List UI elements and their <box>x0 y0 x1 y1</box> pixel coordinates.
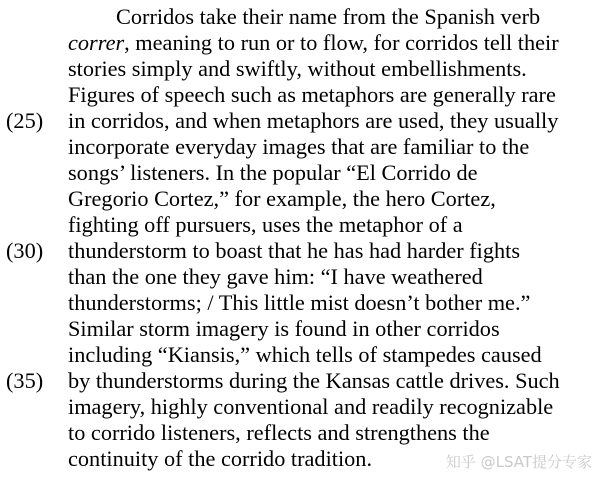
passage-line <box>68 238 520 264</box>
passage-line <box>68 264 483 290</box>
line-text: imagery, highly conventional and readily recognizable <box>68 394 554 419</box>
passage-line <box>68 108 558 134</box>
line-text: songs’ listeners. In the popular “El Corrido de <box>68 160 478 185</box>
line-text: continuity of the corrido tradition. <box>68 446 373 471</box>
passage-line <box>68 82 556 108</box>
passage-line <box>68 160 478 186</box>
line-text: including “Kiansis,” which tells of stampedes caused <box>68 342 542 367</box>
passage-line <box>68 368 560 394</box>
line-number: (35) <box>6 368 44 393</box>
line-text: than the one they gave him: “I have weathered <box>68 264 483 289</box>
line-text: Figures of speech such as metaphors are generally rare <box>68 82 556 107</box>
line-text: Corridos take their name from the Spanish verb <box>116 4 541 29</box>
line-text: thunderstorms; / This little mist doesn’t bother me.” <box>68 290 531 315</box>
watermark: 知乎 @LSAT提分专家 <box>445 453 592 471</box>
line-number: (25) <box>6 108 44 133</box>
line-text: incorporate everyday images that are familiar to the <box>68 134 530 159</box>
passage-line <box>68 420 490 446</box>
line-text: Similar storm imagery is found in other corridos <box>68 316 500 341</box>
passage-line <box>68 186 496 212</box>
passage-line <box>68 134 529 160</box>
passage-line <box>68 446 372 472</box>
passage-line <box>68 212 463 238</box>
line-number: (30) <box>6 238 44 263</box>
passage-line <box>68 56 527 82</box>
passage-line <box>68 316 500 342</box>
line-text: , meaning to run or to flow, for corridos tell their <box>124 30 559 55</box>
line-text: thunderstorm to boast that he has had harder fights <box>68 238 521 263</box>
line-text: by thunderstorms during the Kansas cattle drives. Such <box>68 368 560 393</box>
passage-line <box>68 394 553 420</box>
line-text: stories simply and swiftly, without embellishments. <box>68 56 527 81</box>
line-text: Gregorio Cortez,” for example, the hero Cortez, <box>68 186 496 211</box>
line-text: in corridos, and when metaphors are used, they usually <box>68 108 559 133</box>
passage-line <box>116 4 540 30</box>
passage-line <box>68 30 559 56</box>
line-text: to corrido listeners, reflects and strengthens the <box>68 420 490 445</box>
passage-line <box>68 290 530 316</box>
passage-line <box>68 342 542 368</box>
line-text: fighting off pursuers, uses the metaphor of a <box>68 212 463 237</box>
italic-text: correr <box>68 30 125 55</box>
